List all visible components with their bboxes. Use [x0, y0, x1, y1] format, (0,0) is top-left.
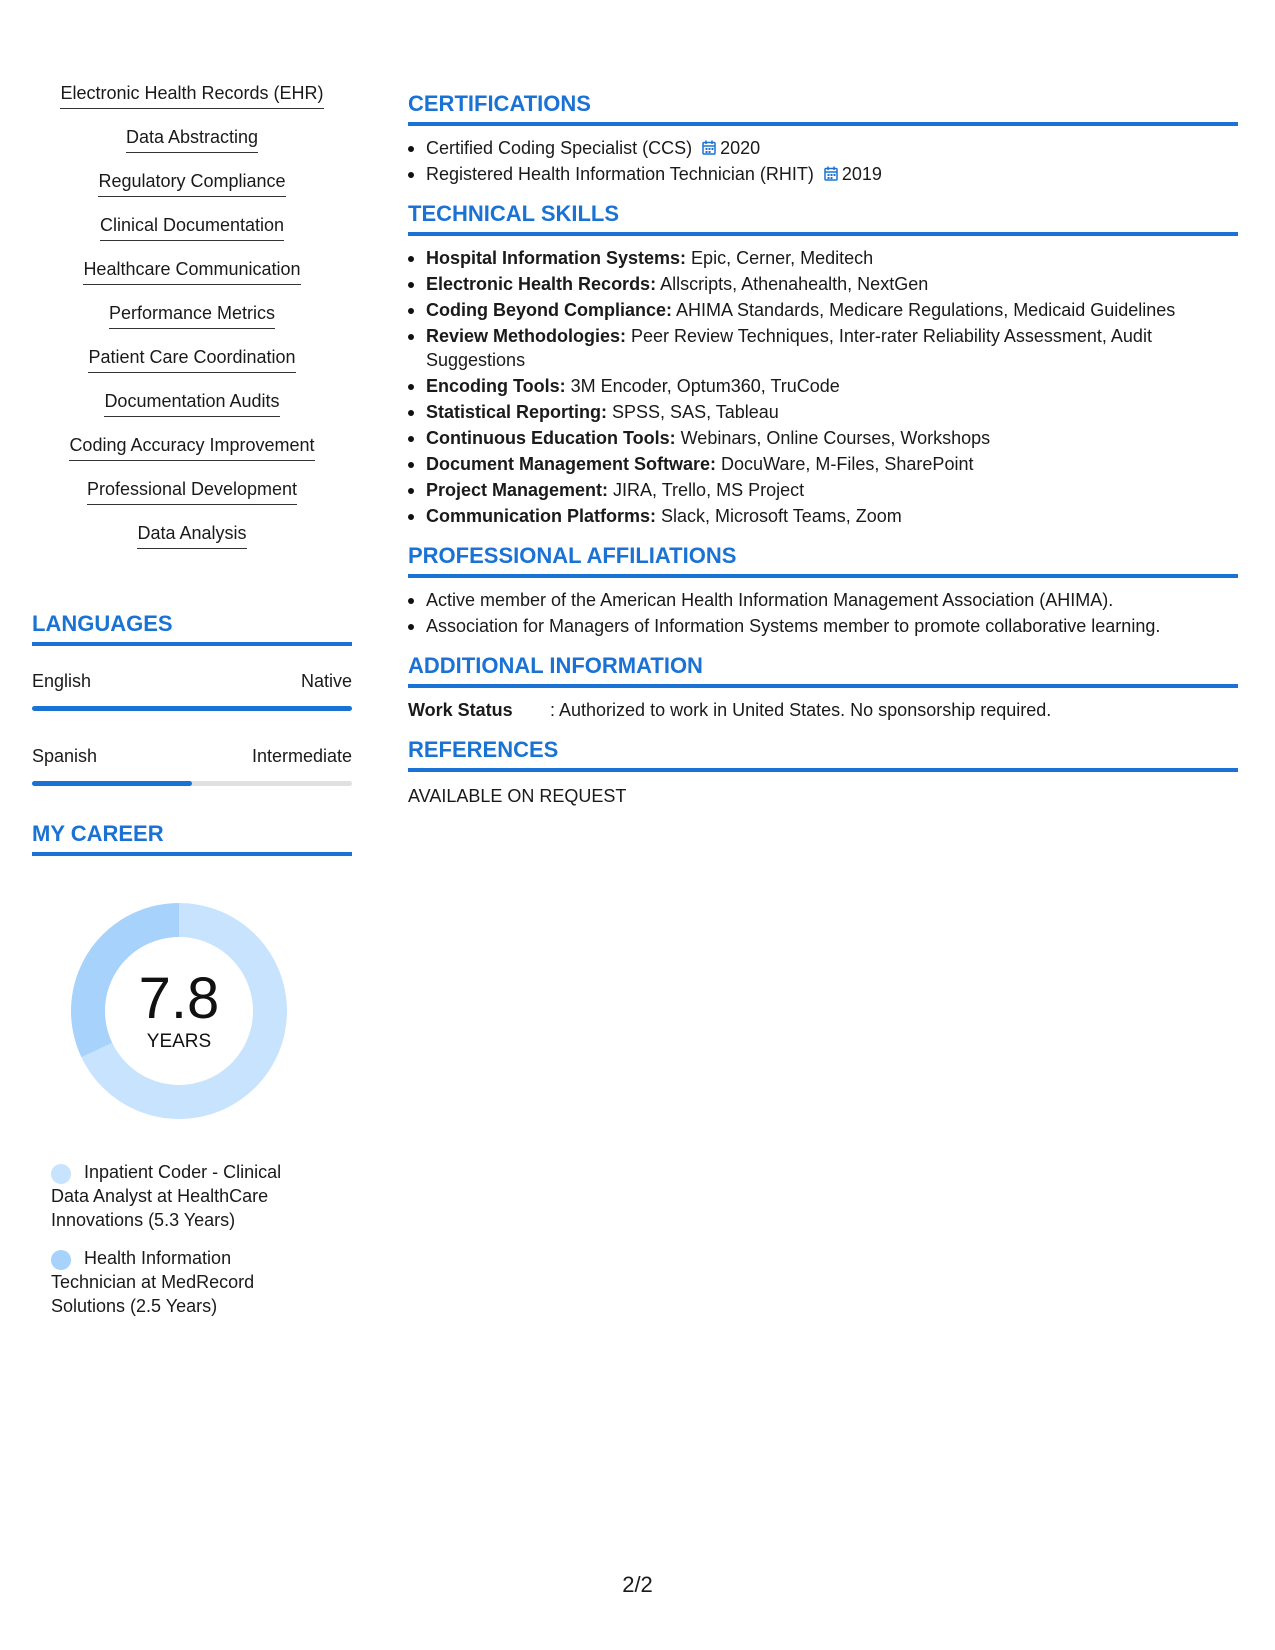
skill-tag: Data Abstracting — [126, 126, 258, 153]
skill-category: Statistical Reporting: — [426, 402, 608, 422]
legend-dot — [51, 1164, 71, 1184]
technical-skills-title: TECHNICAL SKILLS — [408, 201, 620, 226]
language-name: English — [32, 671, 92, 691]
language-proficiency-fill — [32, 781, 192, 786]
certification-year: 2020 — [720, 138, 761, 158]
career-years-unit: YEARS — [146, 1031, 212, 1052]
language-proficiency-bar — [32, 781, 352, 786]
career-total-years: 7.8 — [138, 966, 220, 1031]
page-number: 2/2 — [622, 1572, 653, 1597]
language-row — [32, 670, 352, 692]
additional-info-title: ADDITIONAL INFORMATION — [408, 653, 703, 678]
career-section — [32, 820, 352, 1318]
skill-category: Review Methodologies: — [426, 326, 627, 346]
section-divider — [32, 642, 352, 646]
legend-item — [51, 1246, 311, 1318]
additional-info-section — [408, 652, 1238, 722]
skill-values: 3M Encoder, Optum360, TruCode — [565, 376, 840, 396]
skill-values: SPSS, SAS, Tableau — [607, 402, 779, 422]
language-proficiency-bar — [32, 706, 352, 711]
certifications-title: CERTIFICATIONS — [408, 91, 591, 116]
language-name: Spanish — [32, 746, 98, 766]
left-column — [32, 82, 352, 1332]
calendar-icon — [702, 137, 716, 152]
work-status-value: : Authorized to work in United States. No sponsorship required. — [550, 700, 1052, 720]
skill-category: Continuous Education Tools: — [426, 428, 676, 448]
career-legend — [51, 1160, 311, 1318]
legend-label: Inpatient Coder - Clinical Data Analyst at HealthCare Innovations (5.3 Years) — [51, 1162, 282, 1230]
skill-category: Project Management: — [426, 480, 609, 500]
skill-tag: Healthcare Communication — [83, 258, 300, 285]
technical-skill-item — [408, 374, 1238, 398]
technical-skill-item — [408, 400, 1238, 424]
skill-values: Allscripts, Athenahealth, NextGen — [656, 274, 929, 294]
skill-values: DocuWare, M-Files, SharePoint — [716, 454, 974, 474]
skill-category: Electronic Health Records: — [426, 274, 657, 294]
language-proficiency-fill — [32, 706, 352, 711]
affiliations-title: PROFESSIONAL AFFILIATIONS — [408, 543, 737, 568]
skill-values: Slack, Microsoft Teams, Zoom — [656, 506, 902, 526]
certification-item — [408, 162, 1238, 186]
skill-tag: Patient Care Coordination — [88, 346, 295, 373]
section-divider — [408, 232, 1238, 236]
languages-section — [32, 610, 352, 786]
skill-values: AHIMA Standards, Medicare Regulations, Medicaid Guidelines — [672, 300, 1176, 320]
skill-tag: Documentation Audits — [104, 390, 279, 417]
certification-year: 2019 — [841, 164, 882, 184]
certifications-section — [408, 90, 1238, 186]
skill-tag: Coding Accuracy Improvement — [69, 434, 314, 461]
skill-tag: Electronic Health Records (EHR) — [60, 82, 323, 109]
calendar-icon — [824, 163, 838, 178]
section-divider — [408, 684, 1238, 688]
section-divider — [408, 122, 1238, 126]
work-status-row — [408, 698, 1238, 722]
certification-item — [408, 136, 1238, 160]
skill-category: Communication Platforms: — [426, 506, 657, 526]
references-title: REFERENCES — [408, 737, 559, 762]
section-divider — [408, 768, 1238, 772]
skill-category: Hospital Information Systems: — [426, 248, 687, 268]
legend-dot — [51, 1250, 71, 1270]
skill-values: JIRA, Trello, MS Project — [608, 480, 805, 500]
section-divider — [32, 852, 352, 856]
affiliation-item: Association for Managers of Information Systems member to promote collaborative learning. — [408, 614, 1238, 638]
skill-category: Encoding Tools: — [426, 376, 566, 396]
skill-category: Document Management Software: — [426, 454, 717, 474]
affiliation-item: Active member of the American Health Information Management Association (AHIMA). — [408, 588, 1238, 612]
certification-name: Certified Coding Specialist (CCS) — [426, 138, 693, 158]
skill-values: Epic, Cerner, Meditech — [686, 248, 874, 268]
language-level: Intermediate — [251, 746, 352, 766]
technical-skill-item — [408, 246, 1238, 270]
technical-skill-item — [408, 478, 1238, 502]
languages-title: LANGUAGES — [32, 611, 173, 636]
skill-tag: Clinical Documentation — [100, 214, 284, 241]
skill-tag: Performance Metrics — [109, 302, 275, 329]
technical-skills-section — [408, 200, 1238, 528]
skill-category: Coding Beyond Compliance: — [426, 300, 673, 320]
skill-values: Webinars, Online Courses, Workshops — [675, 428, 991, 448]
language-row — [32, 745, 352, 767]
career-title: MY CAREER — [32, 821, 164, 846]
legend-label: Health Information Technician at MedRecord Solutions (2.5 Years) — [51, 1248, 255, 1316]
skills-list — [32, 82, 352, 566]
section-divider — [408, 574, 1238, 578]
language-level: Native — [300, 671, 352, 691]
affiliations-section — [408, 542, 1238, 638]
skill-tag: Regulatory Compliance — [98, 170, 285, 197]
technical-skill-item — [408, 504, 1238, 528]
skill-values: Peer Review Techniques, Inter-rater Reliability Assessment, Audit Suggestions — [426, 326, 1152, 370]
skill-tag: Professional Development — [87, 478, 297, 505]
references-text: AVAILABLE ON REQUEST — [408, 786, 627, 806]
technical-skill-item — [408, 272, 1238, 296]
references-section — [408, 736, 1238, 808]
technical-skill-item — [408, 452, 1238, 476]
skill-tag: Data Analysis — [137, 522, 246, 549]
career-donut-chart — [66, 898, 292, 1124]
technical-skill-item — [408, 298, 1238, 322]
technical-skill-item — [408, 426, 1238, 450]
legend-item — [51, 1160, 311, 1232]
right-column — [408, 90, 1238, 822]
certification-name: Registered Health Information Technician (RHIT) — [426, 164, 814, 184]
technical-skill-item — [408, 324, 1153, 372]
work-status-label: Work Status — [408, 700, 513, 720]
